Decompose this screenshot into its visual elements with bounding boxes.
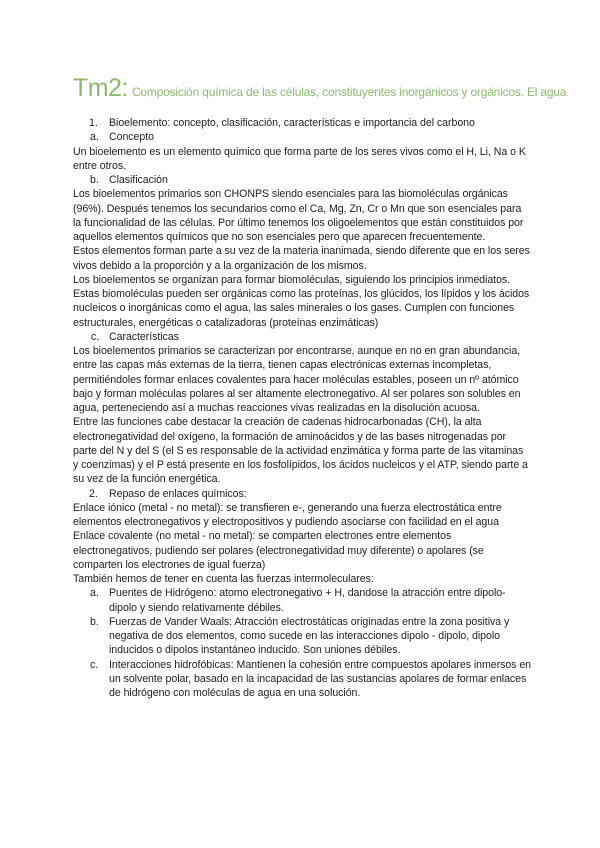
paragraph-enlace-covalente: Enlace covalente (no metal - no metal): se comparten electrones entre elementos electronegativos, pudiendo ser polares (electronegatividad muy diferente) o apolares (se comparten los electrones de igual fuerza): [73, 530, 484, 571]
title-text: Composición química de las células, constituyentes inorgánicos y orgánicos. El agua: [131, 85, 567, 99]
list-marker: c.: [90, 658, 99, 671]
title-prefix: Tm2:: [73, 74, 128, 102]
list-item-text: Fuerzas de Vander Waals: Atracción electrostáticas originadas entre la zona positiva y negativa de dos elementos, como sucede en las interacciones dipolo - dipolo, dipolo inducidos o dipolos instantáneo inducido. Son uniones débiles.: [109, 615, 510, 657]
list-item-text: Repaso de enlaces químicos:: [109, 487, 247, 500]
document-body: [73, 116, 531, 700]
paragraph-enlace-ionico: Enlace iónico (metal - no metal): se transfieren e-, generando una fuerza electrostática entre elementos electronegativos y electropositivos y pudiendo asociarse con facilidad en el agua: [73, 501, 502, 528]
list-marker: b.: [90, 174, 99, 186]
paragraph-concepto: Un bioelemento es un elemento químico que forma parte de los seres vivos como el H, Li, Na o K entre otros.: [73, 145, 526, 172]
list-item-bioelemento: [73, 116, 531, 130]
list-item-text: Bioelemento: concepto, clasificación, características e importancia del carbono: [109, 117, 475, 129]
paragraph-clasificacion-1: Los bioelementos primarios son CHONPS siendo esenciales para las biomoléculas orgánicas (96%). Después tenemos los secundarios como el Ca, Mg, Zn, Cr o Mn que son esenciales para la funcionalidad de las células. Por último tenemos los oligoelementos que están constituidos por aquellos elementos químicos que no son esenciales pero que aparecen frecuentemente.: [73, 188, 524, 243]
list-marker: c.: [91, 330, 100, 343]
list-item-text: Interacciones hidrofóbicas: Mantienen la cohesión entre compuestos apolares inmersos en un solvente polar, basado en la incapacidad de las sustancias apolares de formar enlaces de hidrógeno con moléculas de agua en una solución.: [109, 658, 531, 699]
list-marker: b.: [90, 615, 99, 628]
paragraph-clasificacion-2: Estos elementos forman parte a su vez de la materia inanimada, siendo diferente que en los seres vivos debido a la proporción y a la organización de los mismos.: [73, 245, 530, 272]
subheading-text: Concepto: [109, 131, 154, 144]
list-marker: 1.: [89, 117, 98, 129]
list-item-text: Puentes de Hidrógeno: atomo electronegativo + H, dandose la atracción entre dipolo- dipolo y siendo relativamente débiles.: [109, 587, 506, 614]
subheading-concepto: [73, 130, 531, 144]
page-title: [73, 74, 566, 103]
list-marker: 2.: [89, 487, 98, 500]
paragraph-clasificacion-3: Los bioelementos se organizan para formar biomoléculas, siguiendo los principios inmediatos. Estas biomoléculas pueden ser orgánicas como las proteínas, los glúcidos, los lípidos y los ácidos nucleicos o inorgánicas como el agua, las sales minerales o los gases. Cumplen con funciones estructurales, energéticas o catalizadoras (proteínas enzimáticas): [73, 273, 530, 329]
list-item-hidrofobicas: [73, 658, 531, 701]
subheading-text: Clasificación: [109, 174, 168, 186]
list-marker: a.: [90, 131, 99, 144]
subheading-text: Características: [109, 330, 179, 343]
paragraph-caracteristicas-1: Los bioelementos primarios se caracterizan por encontrarse, aunque en no en gran abundancia, entre las capas más externas de la tierra, tienen capas electrónicas externas incompletas, permitiéndoles formar enlaces covalentes para hacer moléculas estables, poseen un nº atómico bajo y forman moléculas polares al ser altamente electronegativo. Al ser polares son solubles en agua, perteneciendo así a muchas reacciones vivas realizadas en la disolución acuosa.: [73, 345, 521, 414]
subheading-caracteristicas: [73, 330, 531, 344]
list-marker: a.: [90, 587, 99, 600]
list-item-enlaces: [73, 487, 531, 501]
subheading-clasificacion: [73, 173, 531, 187]
list-item-van-der-waals: [73, 615, 531, 658]
paragraph-fuerzas: También hemos de tener en cuenta las fuerzas intermoleculares:: [73, 573, 374, 585]
list-item-puentes-hidrogeno: [73, 586, 531, 615]
paragraph-caracteristicas-2: Entre las funciones cabe destacar la creación de cadenas hidrocarbonadas (CH), la alta electronegatividad del oxígeno, la formación de aminoácidos y de las bases nitrogenadas por parte del N y del S (el S es responsable de la actividad enzimática y forma parte de las vitaminas y coenzimas) y el P está presente en los fosfolípidos, los ácidos nucleicos y el ATP, siendo parte a su vez de la función energética.: [73, 416, 528, 486]
